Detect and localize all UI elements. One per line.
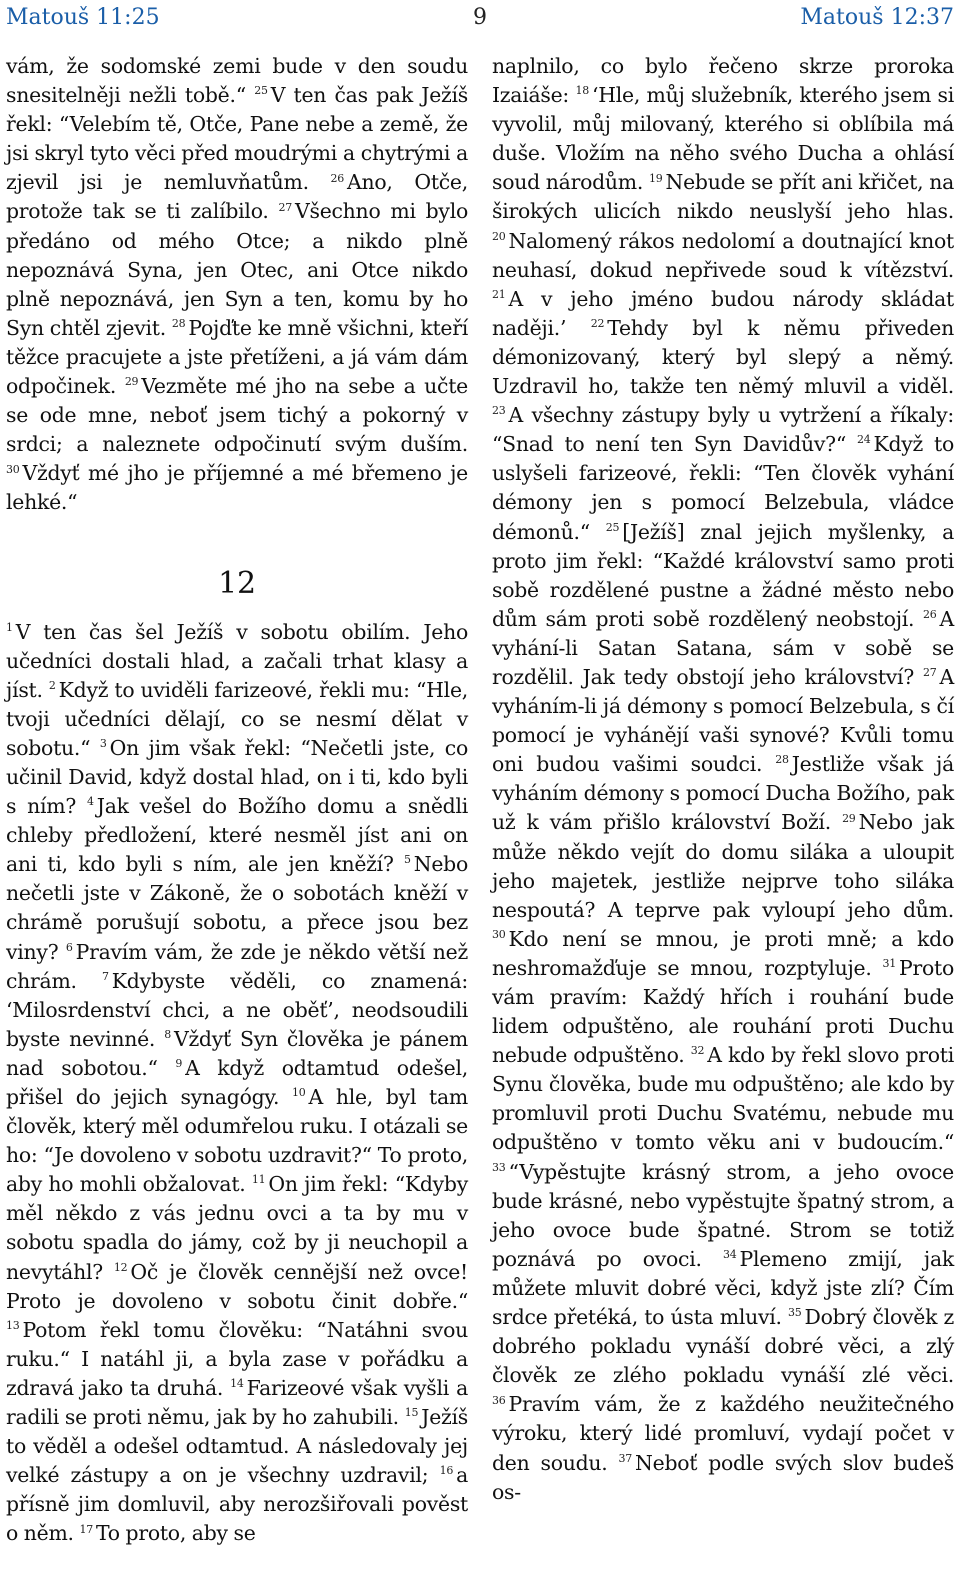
header-right-reference: Matouš 12:37 (800, 4, 954, 30)
verse-number: 29 (124, 375, 139, 389)
verse-number: 10 (292, 1086, 306, 1100)
verse-number: 9 (175, 1057, 183, 1071)
verse-text: Pravím vám, že z každého neužitečného výroku, který lidé promluví, vydají počet v den soudu. (492, 1392, 954, 1475)
verse-text: Potom řekl tomu člověku: “Natáhni svou ruku.“ I natáhl ji, a byla zase v pořádku a zdravá jako ta druhá. (6, 1317, 468, 1400)
verse-number: 7 (102, 969, 109, 983)
verse-number: 23 (492, 404, 506, 418)
verse-text: Neboť podle svých slov budeš os- (492, 1450, 954, 1504)
verse-text: A když odtamtud odešel, přišel do jejich synagógy. (6, 1055, 468, 1109)
verse-text: V ten čas pak Ježíš řekl: “Velebím tě, Otče, Pane nebe a země, že jsi skryl tyto věci před moudrými a chytrými a zjevil jsi je nemluvňatům. (6, 83, 469, 195)
left-column (6, 52, 468, 1549)
verse-text: Vezměte mé jho na sebe a učte se ode mne, neboť jsem tichý a pokorný v srdci; a naleznete odpočinutí svým duším. (6, 374, 468, 457)
verse-text: A kdo by řekl slovo proti Synu člověka, bude mu odpuštěno; ale kdo by promluvil proti Duchu Svatému, nebude mu odpuštěno v tomto věku ani v budoucím.“ (492, 1043, 954, 1155)
verse-text: Ano, Otče, protože tak se ti zalíbilo. (6, 170, 468, 224)
verse-text: [Ježíš] znal jejich myšlenky, a proto jim řekl: “Každé království samo proti sobě rozdělené pustne a žádné město nebo dům sám proti sobě rozdělený neobstojí. (492, 519, 954, 631)
verse-number: 12 (113, 1260, 128, 1274)
verse-text: Plemeno zmijí, jak můžete mluvit dobré věci, když jste zlí? Čím srdce přetéká, to ústa mluví. (492, 1246, 954, 1330)
verse-text: A všechny zástupy byly u vytržení a říkaly: “Snad to není ten Syn Davidův?“ (492, 403, 954, 457)
verse-text: Tehdy byl k němu přiveden démonizovaný, který byl slepý a němý. Uzdravil ho, takže ten němý mluvil a viděl. (492, 315, 954, 399)
verse-text: naplnilo, co bylo řečeno skrze proroka Izaiáše: (492, 54, 954, 108)
verse-text: Když to uslyšeli farizeové, řekli: “Ten člověk vyhání démony jen s pomocí Belzebula, vládce démonů.“ (492, 432, 954, 544)
verse-text: a přísně jim domluvil, aby nerozšiřovali pověst o něm. (6, 1463, 468, 1546)
verse-text: On jim řekl: “Kdyby měl někdo z vás jednu ovci a ta by mu v sobotu spadla do jámy, což by ji neuchopil a nevytáhl? (6, 1172, 468, 1284)
verse-number: 27 (278, 200, 292, 214)
verse-number: 28 (171, 317, 186, 331)
verse-number: 26 (330, 171, 345, 185)
page-number: 9 (473, 4, 487, 30)
verse-number: 14 (230, 1377, 244, 1391)
verse-text: Vždyť Syn člověka je pánem nad sobotou.“ (6, 1026, 468, 1080)
verse-text: A hle, byl tam člověk, který měl odumřelou ruku. I otázali se ho: “Je dovoleno v sobotu uzdravit?“ To proto, aby ho mohli obžalovat. (6, 1085, 468, 1197)
verse-number: 19 (648, 171, 663, 185)
verse-number: 15 (404, 1406, 419, 1420)
verse-number: 8 (164, 1028, 171, 1042)
verse-text: Nalomený rákos nedolomí a doutnající knot neuhasí, dokud nepřivede soud k vítězství. (492, 228, 954, 282)
verse-text: Kdybyste věděli, co znamená: ‘Milosrdenství chci, a ne oběť’, neodsoudili byste nevinné. (6, 968, 468, 1051)
verse-number: 34 (723, 1248, 737, 1262)
verse-number: 21 (492, 287, 506, 301)
chapter-heading: 12 (218, 565, 256, 601)
verse-text: Ježíš to věděl a odešel odtamtud. A následovaly jej velké zástupy a on je všechny uzdravil; (6, 1405, 468, 1488)
verse-number: 35 (788, 1306, 802, 1320)
verse-number: 2 (48, 678, 56, 692)
verse-number: 33 (492, 1160, 506, 1174)
verse-number: 11 (251, 1173, 266, 1187)
verse-text: Když to uviděli farizeové, řekli mu: “Hle, tvoji učedníci dělají, co se nesmí dělat v sobotu.“ (6, 677, 468, 760)
header-left-reference: Matouš 11:25 (6, 4, 160, 30)
verse-number: 13 (6, 1318, 20, 1332)
verse-number: 30 (6, 462, 20, 476)
page-header (6, 2, 954, 32)
verse-text: Kdo není se mnou, je proti mně; a kdo neshromažďuje se mnou, rozptyluje. (492, 926, 954, 980)
verse-text: vám, že sodomské zemi bude v den soudu snesitelněji nežli tobě.“ (6, 54, 468, 108)
verse-number: 24 (857, 433, 871, 447)
verse-text: Oč je člověk cennější než ovce! Proto je dovoleno v sobotu činit dobře.“ (6, 1259, 468, 1313)
verse-text: Nebo nečetli jste v Zákoně, že o sobotách kněží v chrámě porušují sobotu, a přece jsou bez viny? (6, 852, 468, 964)
verse-text: Dobrý člověk z dobrého pokladu vynáší dobré věci, a zlý člověk ze zlého pokladu vynáší zlé věci. (492, 1305, 954, 1388)
verse-text: Jak vešel do Božího domu a snědli chleby předložení, které nesměl jíst ani on ani ti, kdo byli s ním, ale jen kněží? (6, 794, 468, 877)
verse-text: Jestliže však já vyháním démony s pomocí Ducha Božího, pak už k vám přišlo království Boží. (492, 752, 954, 835)
verse-number: 18 (575, 84, 589, 98)
verse-text: Farizeové však vyšli a radili se proti němu, jak by ho zahubili. (6, 1375, 468, 1430)
verse-text: “Vypěstujte krásný strom, a jeho ovoce bude krásné, nebo vypěstujte špatný strom, a jeho ovoce bude špatné. Strom se totiž poznává po ovoci. (492, 1159, 954, 1271)
verse-number: 6 (65, 940, 73, 954)
chapter-11-text (6, 52, 468, 518)
verse-number: 5 (404, 853, 411, 867)
verse-number: 1 (6, 620, 13, 634)
verse-text: Všechno mi bylo předáno od mého Otce; a nikdo plně nepoznává Syna, jen Otec, ani Otce nikdo plně nepoznává, jen Syn a ten, komu by ho Syn chtěl zjevit. (6, 199, 468, 340)
verse-number: 3 (99, 737, 107, 751)
verse-number: 29 (842, 811, 856, 825)
verse-number: 26 (923, 607, 937, 621)
verse-number: 4 (87, 795, 94, 809)
verse-text: ‘Hle, můj služebník, kterého jsem si vyvolil, můj milovaný, kterého si oblíbila má duše. Vložím na něho svého Ducha a ohlásí soud národům. (492, 83, 954, 195)
verse-number: 28 (775, 753, 789, 767)
verse-number: 25 (254, 84, 268, 98)
chapter-12-text-continued (492, 52, 954, 1507)
verse-number: 16 (439, 1464, 454, 1478)
verse-number: 20 (492, 229, 506, 243)
verse-text: To proto, aby se (96, 1521, 256, 1546)
verse-number: 32 (690, 1044, 705, 1058)
verse-number: 37 (618, 1451, 633, 1465)
verse-number: 27 (923, 666, 937, 680)
chapter-12-text (6, 618, 468, 1549)
verse-text: Pojďte ke mně všichni, kteří těžce pracujete a jste přetíženi, a já vám dám odpočinek. (6, 315, 468, 399)
verse-number: 31 (882, 957, 897, 971)
verse-number: 25 (605, 520, 620, 534)
verse-text: Nebo jak může někdo vejít do domu siláka a uloupit jeho majetek, jestliže nejprve toho siláka nespoutá? A teprve pak vyloupí jeho dům. (492, 810, 955, 922)
verse-text: Vždyť mé jho je příjemné a mé břemeno je lehké.“ (6, 461, 468, 515)
verse-text: A v jeho jméno budou národy skládat naději.’ (492, 286, 954, 340)
verse-text: Proto vám pravím: Každý hřích i rouhání bude lidem odpuštěno, ale rouhání proti Duchu nebude odpuštěno. (492, 955, 954, 1068)
verse-text: On jim však řekl: “Nečetli jste, co učinil David, když dostal hlad, on i ti, kdo byli s ním? (6, 735, 468, 819)
verse-number: 22 (590, 317, 605, 331)
verse-number: 36 (492, 1393, 506, 1407)
verse-text: V ten čas šel Ježíš v sobotu obilím. Jeho učedníci dostali hlad, a začali trhat klasy a jíst. (6, 619, 468, 702)
verse-text: A vyhání-li Satan Satana, sám v sobě se rozdělil. Jak tedy obstojí jeho království? (492, 606, 954, 689)
verse-text: Nebude se přít ani křičet, na širokých ulicích nikdo neuslyší jeho hlas. (492, 170, 954, 224)
verse-text: A vyháním-li já démony s pomocí Belzebula, s čí pomocí je vyhánějí vaši synové? Kvůli tomu oni budou vašimi soudci. (492, 664, 954, 777)
right-column (492, 52, 954, 1507)
verse-text: Pravím vám, že zde je někdo větší než chrám. (6, 939, 468, 993)
verse-number: 17 (79, 1522, 94, 1536)
verse-number: 30 (492, 928, 506, 942)
